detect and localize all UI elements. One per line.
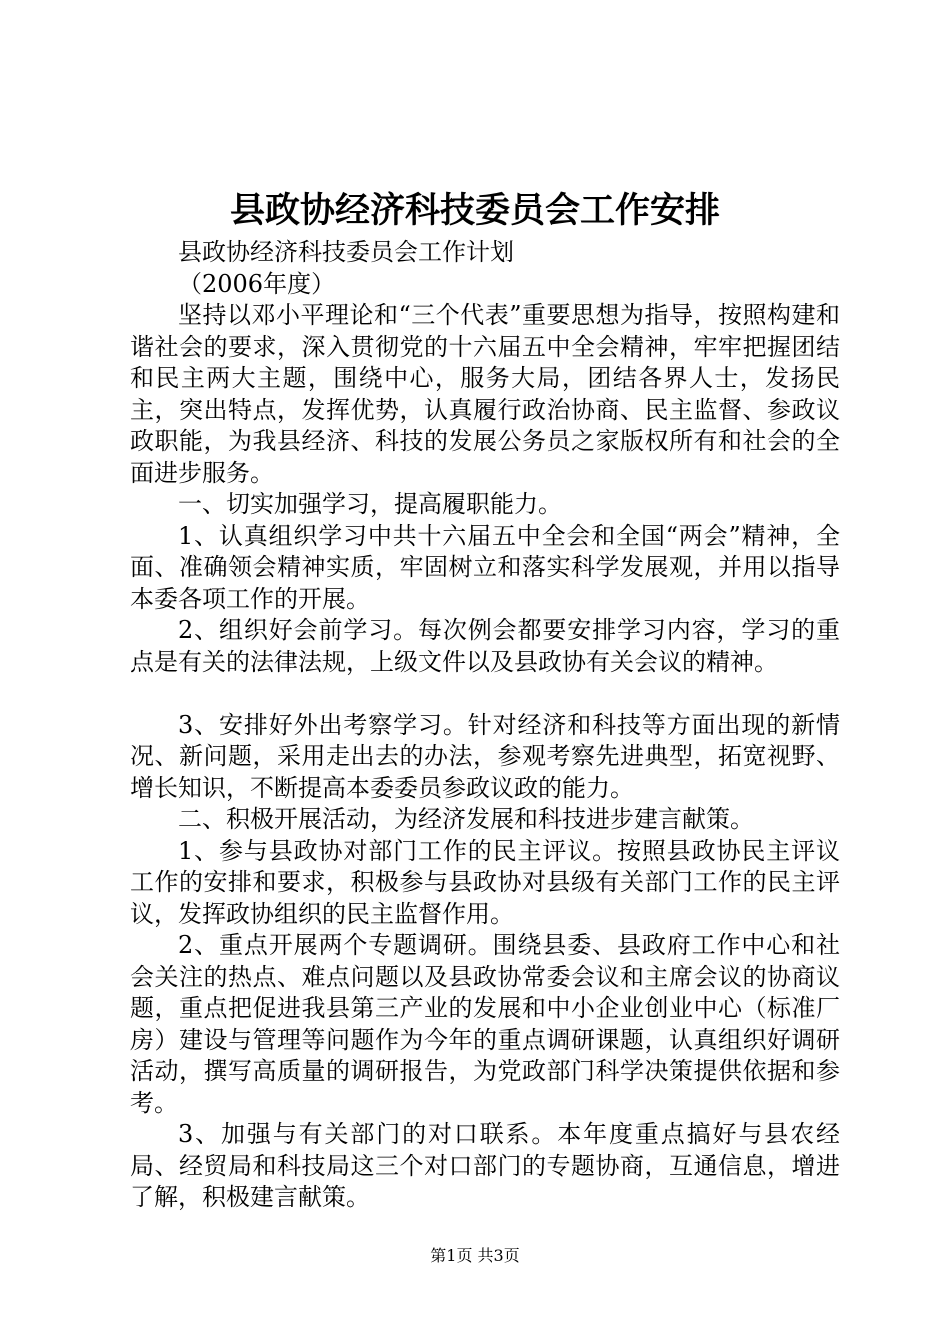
section-heading-2: 二、积极开展活动，为经济发展和科技进步建言献策。 [178,805,754,833]
section-heading-1: 一、切实加强学习，提高履职能力。 [178,490,562,518]
paragraph-intro: 坚持以邓小平理论和“三个代表”重要思想为指导，按照构建和谐社会的要求，深入贯彻党的十六届五中全会精神，牢牢把握团结和民主两大主题，围绕中心，服务大局，团结各界人士，发扬民主，突出特点，发挥优势，认真履行政治协商、民主监督、参政议政职能，为我县经济、科技的发展公务员之家版权所有和社会的全面进步服务。 [130,301,840,487]
paragraph-1-3: 3、安排好外出考察学习。针对经济和科技等方面出现的新情况、新问题，采用走出去的办法，参观考察先进典型，拓宽视野、增长知识，不断提高本委委员参政议政的能力。 [130,710,840,802]
paragraph-1-2: 2、组织好会前学习。每次例会都要安排学习内容，学习的重点是有关的法律法规，上级文件以及县政协有关会议的精神。 [130,616,840,676]
paragraph-2-2: 2、重点开展两个专题调研。围绕县委、县政府工作中心和社会关注的热点、难点问题以及县政协常委会议和主席会议的协商议题，重点把促进我县第三产业的发展和中小企业创业中心（标准厂房）建设与管理等问题作为今年的重点调研课题，认真组织好调研活动，撰写高质量的调研报告，为党政部门科学决策提供依据和参考。 [130,931,840,1117]
document-title: 县政协经济科技委员会工作安排 [229,190,720,231]
paragraph-2-3: 3、加强与有关部门的对口联系。本年度重点搞好与县农经局、经贸局和科技局这三个对口部门的专题协商，互通信息，增进了解，积极建言献策。 [130,1120,840,1211]
document-year: （2006年度） [178,269,336,298]
paragraph-1-1: 1、认真组织学习中共十六届五中全会和全国“两会”精神，全面、准确领会精神实质，牢固树立和落实科学发展观，并用以指导本委各项工作的开展。 [130,521,840,613]
document-subtitle: 县政协经济科技委员会工作计划 [178,238,514,266]
page-footer: 第1页 共3页 [430,1246,520,1265]
paragraph-2-1: 1、参与县政协对部门工作的民主评议。按照县政协民主评议工作的安排和要求，积极参与县政协对县级有关部门工作的民主评议，发挥政协组织的民主监督作用。 [130,836,840,928]
document-body [130,237,840,1214]
